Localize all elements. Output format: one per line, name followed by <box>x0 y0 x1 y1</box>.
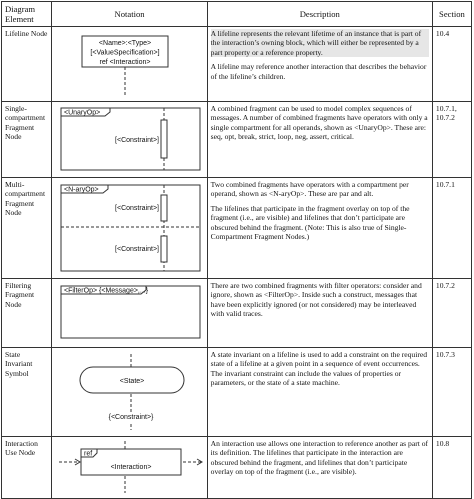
element-name: Interaction Use Node <box>2 437 52 499</box>
table-row <box>2 279 472 348</box>
table-row <box>2 348 472 437</box>
description-paragraph: An interaction use allows one interaction to reference another as part of its definition. The lifelines that participate in the interaction are obscured behind the fragment, and lifelines that don’t participate overlay on top of the fragment (i.e., are visible). <box>210 439 429 477</box>
element-section: 10.7.2 <box>432 279 471 348</box>
element-name: Filtering Fragment Node <box>2 279 52 348</box>
element-description <box>207 27 432 102</box>
table-row <box>2 102 472 178</box>
description-paragraph: A combined fragment can be used to model complex sequences of messages. A number of combined fragments have operators with only a single compartment for all operands, shown as <UnaryOp>. These are: seq, opt, break, strict, loop, neg, assert, critical. <box>210 104 428 142</box>
state-label: <State> <box>120 378 145 385</box>
constraint-label-2: [<Constraint>] <box>115 246 160 253</box>
element-section: 10.7.1, 10.7.2 <box>432 102 471 178</box>
description-paragraph: A lifeline may reference another interaction that describes the behavior of the lifeline’s children. <box>210 62 427 81</box>
header-notation: Notation <box>52 2 207 27</box>
notation-table <box>1 1 472 499</box>
description-paragraph: The lifelines that participate in the fragment overlay on top of the fragment (i.e., are visible) and lifelines that don’t participate are obscured behind the fragment. (Note: This is also true of Single-Compartment Fragment Nodes.) <box>210 203 410 242</box>
description-paragraph: There are two combined fragments with filter operators: consider and ignore, shown as <FilterOp>. Inside such a construct, messages that have been explicitly ignored (or not considered) may be interleaved with valid traces. <box>210 281 422 319</box>
multi-fragment-notation <box>52 178 207 279</box>
table-row <box>2 437 472 499</box>
element-description <box>207 279 432 348</box>
lifeline-value-spec: [<ValueSpecification>] <box>90 49 160 57</box>
filter-operator-label: <FilterOp> {<Message>,...} <box>64 287 149 295</box>
header-section: Section <box>432 2 471 27</box>
table-row <box>2 178 472 279</box>
header-row <box>2 2 472 27</box>
element-description <box>207 348 432 437</box>
invariant-constraint-label: {<Constraint>} <box>109 414 154 421</box>
element-name: Lifeline Node <box>2 27 52 102</box>
element-section: 10.7.3 <box>432 348 471 437</box>
lifeline-diagram <box>55 29 206 99</box>
header-diagram-element: Diagram Element <box>2 2 52 27</box>
interaction-label: <Interaction> <box>110 464 152 471</box>
element-description <box>207 102 432 178</box>
element-name: Multi-compartment Fragment Node <box>2 178 52 279</box>
description-paragraph: Two combined fragments have operators with a compartment per operand, shown as <N-aryOp>. These are par and alt. <box>210 180 409 199</box>
single-fragment-diagram <box>55 104 206 175</box>
constraint-label: [<Constraint>] <box>115 137 160 144</box>
element-name: Single-compartment Fragment Node <box>2 102 52 178</box>
table-row <box>2 27 472 102</box>
state-invariant-diagram <box>55 350 206 434</box>
element-section: 10.4 <box>432 27 471 102</box>
constraint-label-1: [<Constraint>] <box>115 205 160 212</box>
ref-label: ref <box>84 450 93 458</box>
element-description <box>207 178 432 279</box>
lifeline-ref: ref <Interaction> <box>99 59 151 66</box>
interaction-use-notation <box>52 437 207 499</box>
unary-operator-label: <UnaryOp> <box>64 109 101 117</box>
filter-fragment-diagram <box>55 281 206 345</box>
element-section: 10.8 <box>432 437 471 499</box>
element-section: 10.7.1 <box>432 178 471 279</box>
description-paragraph: A lifeline represents the relevant lifetime of an instance that is part of the interaction’s owning block, which will either be represented by a part property or a reference property. <box>211 29 429 57</box>
nary-operator-label: <N-aryOp> <box>64 186 100 194</box>
multi-fragment-diagram <box>55 180 206 276</box>
element-description <box>207 437 432 499</box>
interaction-use-diagram <box>55 439 206 495</box>
lifeline-name-type: <Name>:<Type> <box>99 40 152 47</box>
lifeline-notation <box>52 27 207 102</box>
filter-fragment-notation <box>52 279 207 348</box>
description-paragraph: A state invariant on a lifeline is used to add a constraint on the required state of a lifeline at a given point in a sequence of event occurrences. The invariant constraint can include the values of properties or parameters, or the state of a state machine. <box>210 350 428 388</box>
state-invariant-notation <box>52 348 207 437</box>
single-fragment-notation <box>52 102 207 178</box>
header-description: Description <box>207 2 432 27</box>
element-name: State Invariant Symbol <box>2 348 52 437</box>
